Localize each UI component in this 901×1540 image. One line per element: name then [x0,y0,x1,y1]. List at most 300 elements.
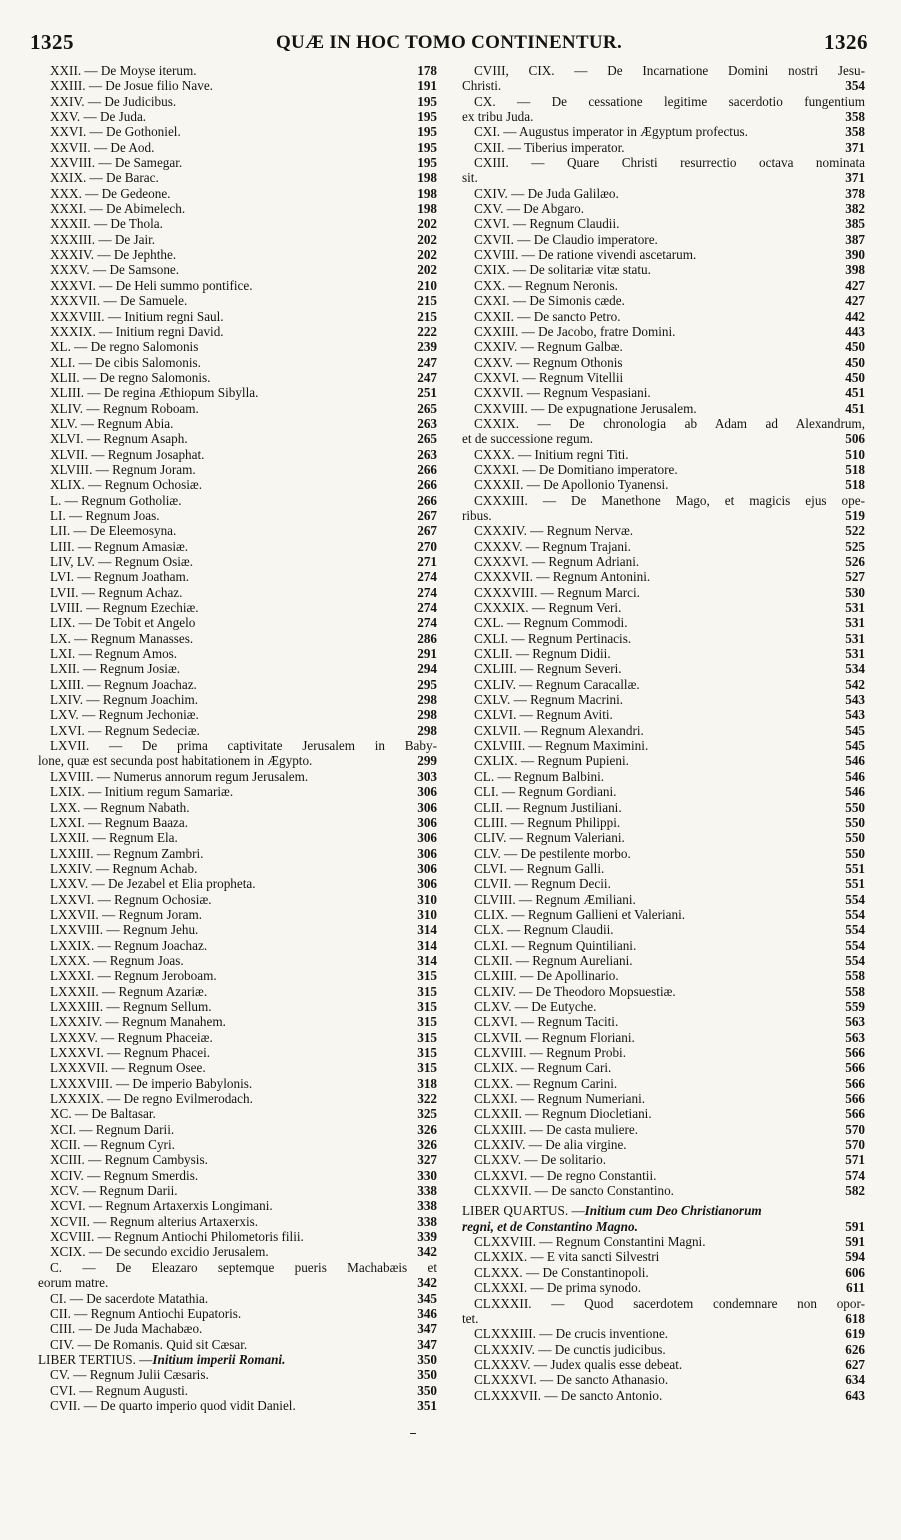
entry-page-number: 510 [845,446,865,462]
entry-title: CLXXIX. — E vita sancti Silvestri [474,1249,660,1265]
toc-entry [462,723,865,738]
entry-page-number: 563 [845,1014,865,1030]
book-heading-subtitle: regni, et de Constantino Magno. [462,1218,638,1234]
toc-entry [462,124,865,139]
entry-title: CXLVI. — Regnum Aviti. [474,707,613,723]
toc-entry [38,78,437,93]
entry-page-number: 265 [417,431,437,447]
entry-page-number: 314 [417,922,437,938]
entry-page-number: 251 [417,385,437,401]
entry-title: XXX. — De Gedeone. [50,185,171,201]
toc-entry [38,600,437,615]
toc-entry [38,569,437,584]
entry-title: CLI. — Regnum Gordiani. [474,784,617,800]
entry-page-number: 546 [845,768,865,784]
entry-title: CLXV. — De Eutyche. [474,998,597,1014]
footer-mark [410,1433,416,1434]
book-heading-label: LIBER QUARTUS. — [462,1203,585,1219]
toc-entry [38,1398,437,1413]
entry-page-number: 347 [417,1321,437,1337]
entry-page-number: 522 [845,523,865,539]
entry-page-number: 342 [417,1275,437,1291]
toc-entry [462,646,865,661]
entry-title: XXXIV. — De Jephthe. [50,247,177,263]
entry-title: XCIX. — De secundo excidio Jerusalem. [50,1244,269,1260]
entry-title: LXXVIII. — Regnum Jehu. [50,922,199,938]
toc-entry [462,1388,865,1403]
toc-entry [38,262,437,277]
entry-page-number: 198 [417,185,437,201]
entry-title: CXI. — Augustus imperator in Ægyptum profectus. [474,124,748,140]
entry-title: CLX. — Regnum Claudii. [474,922,614,938]
toc-entry [38,278,437,293]
entry-last-line [462,170,865,185]
entry-page-number: 298 [417,707,437,723]
toc-entry [462,324,865,339]
entry-title: LXIV. — Regnum Joachim. [50,692,199,708]
toc-column-left [38,63,437,1413]
toc-entry [462,922,865,937]
entry-title: XCV. — Regnum Darii. [50,1183,178,1199]
entry-title: LXXII. — Regnum Ela. [50,830,178,846]
entry-title: CXIX. — De solitariæ vitæ statu. [474,262,651,278]
entry-title: XL. — De regno Salomonis [50,339,199,355]
toc-entry [462,94,865,125]
entry-page-number: 451 [845,400,865,416]
entry-page-number: 247 [417,369,437,385]
entry-page-number: 315 [417,968,437,984]
entry-page-number: 315 [417,1029,437,1045]
book-heading-subtitle: Initium cum Deo Christianorum [584,1203,762,1219]
entry-page-number: 350 [417,1382,437,1398]
toc-entry [38,1229,437,1244]
toc-entry [38,1260,437,1291]
entry-title: CXVIII. — De ratione vivendi ascetarum. [474,247,697,263]
entry-page-number: 559 [845,998,865,1014]
toc-entry [38,1030,437,1045]
entry-page-number: 545 [845,738,865,754]
toc-entry [38,554,437,569]
entry-title: CLVIII. — Regnum Æmiliani. [474,891,636,907]
toc-entry [462,1168,865,1183]
toc-entry [38,170,437,185]
book-heading-subtitle: Initium imperii Romani. [152,1351,286,1367]
toc-entry [462,585,865,600]
toc-entry [38,631,437,646]
entry-page-number: 358 [845,124,865,140]
entry-page-number: 594 [845,1249,865,1265]
entry-page-number: 198 [417,201,437,217]
entry-title: XXIX. — De Barac. [50,170,159,186]
toc-entry [462,523,865,538]
toc-entry [38,1367,437,1382]
toc-entry [462,1091,865,1106]
toc-entry [462,416,865,447]
entry-page-number: 295 [417,676,437,692]
toc-entry [462,861,865,876]
entry-title: LXVIII. — Numerus annorum regum Jerusalem. [50,768,309,784]
entry-title: LXIII. — Regnum Joachaz. [50,676,197,692]
entry-title: XCIII. — Regnum Cambysis. [50,1152,208,1168]
entry-title: XCIV. — Regnum Smerdis. [50,1167,199,1183]
entry-title: XLV. — Regnum Abia. [50,415,174,431]
toc-entry [38,1060,437,1075]
entry-page-number: 299 [417,753,437,769]
entry-page-number: 582 [845,1183,865,1199]
entry-page-number: 266 [417,492,437,508]
entry-page-number: 551 [845,876,865,892]
toc-entry [38,646,437,661]
toc-entry [38,447,437,462]
entry-page-number: 398 [845,262,865,278]
entry-page-number: 267 [417,523,437,539]
entry-title: XXXVII. — De Samuele. [50,293,188,309]
entry-title: CXLI. — Regnum Pertinacis. [474,630,632,646]
toc-entry [462,615,865,630]
toc-entry [462,262,865,277]
entry-page-number: 263 [417,415,437,431]
entry-page-number: 274 [417,569,437,585]
toc-entry [38,416,437,431]
entry-page-number: 626 [845,1341,865,1357]
toc-entry [462,447,865,462]
entry-title: CXXIV. — Regnum Galbæ. [474,339,623,355]
entry-title: CXIV. — De Juda Galilæo. [474,185,619,201]
toc-entry [38,94,437,109]
toc-entry [38,953,437,968]
entry-title: XXVII. — De Aod. [50,139,155,155]
entry-title: CXXI. — De Simonis cæde. [474,293,625,309]
toc-entry [462,569,865,584]
toc-entry [38,585,437,600]
entry-title: CLII. — Regnum Justiliani. [474,799,622,815]
toc-entry [462,1296,865,1327]
entry-title: CLXVI. — Regnum Taciti. [474,1014,619,1030]
toc-entry [462,355,865,370]
entry-title: CIV. — De Romanis. Quid sit Cæsar. [50,1336,248,1352]
entry-title: CXXXVI. — Regnum Adriani. [474,554,640,569]
entry-page-number: 318 [417,1075,437,1091]
toc-entry [462,201,865,216]
entry-page-number: 314 [417,937,437,953]
toc-entry [38,1152,437,1167]
entry-page-number: 306 [417,784,437,800]
entry-page-number: 222 [417,323,437,339]
entry-title: CXVI. — Regnum Claudii. [474,216,620,232]
entry-page-number: 527 [845,569,865,585]
entry-page-number: 315 [417,1014,437,1030]
entry-page-number: 342 [417,1244,437,1260]
entry-title: CLXIX. — Regnum Cari. [474,1060,612,1076]
running-title: QUÆ IN HOC TOMO CONTINENTUR. [275,32,623,53]
toc-entry [462,1106,865,1121]
entry-title: CXLIX. — Regnum Pupieni. [474,753,629,769]
entry-title: CXLIII. — Regnum Severi. [474,661,622,677]
entry-title: LI. — Regnum Joas. [50,507,160,523]
toc-entry [462,1137,865,1152]
entry-page-number: 351 [417,1397,437,1413]
entry-title: CXLIV. — Regnum Caracallæ. [474,676,640,692]
entry-page-number: 385 [845,216,865,232]
toc-entry [38,984,437,999]
entry-page-number: 306 [417,876,437,892]
toc-entry [462,155,865,186]
entry-page-number: 563 [845,1029,865,1045]
entry-page-number: 543 [845,692,865,708]
entry-page-number: 315 [417,998,437,1014]
entry-last-line [38,1275,437,1290]
entry-page-number: 566 [845,1060,865,1076]
entry-page-number: 534 [845,661,865,677]
toc-column-right [462,63,865,1403]
entry-page-number: 266 [417,477,437,493]
entry-page-number: 202 [417,262,437,278]
entry-title-line: ex tribu Juda. [462,109,534,125]
book-heading-entry [38,1352,437,1367]
entry-page-number: 315 [417,1045,437,1060]
entry-title: LXXXIII. — Regnum Sellum. [50,998,212,1014]
entry-page-number: 566 [845,1106,865,1122]
entry-page-number: 550 [845,845,865,861]
entry-title: LXIX. — Initium regum Samariæ. [50,784,234,800]
entry-title: XXV. — De Juda. [50,109,147,125]
toc-entry [462,953,865,968]
entry-title: CXII. — Tiberius imperator. [474,139,625,155]
toc-entry [462,1060,865,1075]
toc-entry [38,830,437,845]
entry-title: LXXXIX. — De regno Evilmerodach. [50,1091,253,1107]
entry-page-number: 543 [845,707,865,723]
entry-title: XCVII. — Regnum alterius Artaxerxis. [50,1213,259,1229]
toc-entry [462,1342,865,1357]
toc-entry [38,1183,437,1198]
entry-title: CLXVII. — Regnum Floriani. [474,1029,635,1045]
toc-entry [462,293,865,308]
entry-page-number: 382 [845,201,865,217]
entry-title-line: Christi. [462,78,502,94]
toc-entry [38,800,437,815]
toc-entry [38,124,437,139]
entry-page-number: 347 [417,1336,437,1352]
entry-title-line: CXXXIII. — De Manethone Mago, et magicis ejus ope- [474,492,865,508]
entry-page-number: 338 [417,1198,437,1214]
entry-title: XLII. — De regno Salomonis. [50,369,211,385]
entry-title: XCI. — Regnum Darii. [50,1121,175,1137]
entry-title: LXXXI. — Regnum Jeroboam. [50,968,217,984]
entry-page-number: 306 [417,845,437,861]
toc-entry [38,508,437,523]
toc-entry [38,493,437,508]
toc-entry [38,1106,437,1121]
entry-title: XCVI. — Regnum Artaxerxis Longimani. [50,1198,273,1214]
entry-title: XCVIII. — Regnum Antiochi Philometoris filii. [50,1229,304,1245]
entry-title: XXXIII. — De Jair. [50,231,156,247]
toc-entry [462,554,865,569]
entry-page-number: 546 [845,753,865,769]
toc-entry [462,1234,865,1249]
entry-title: CLXXVIII. — Regnum Constantini Magni. [474,1234,706,1250]
entry-page-number: 591 [845,1218,865,1234]
entry-title: CXXIII. — De Jacobo, fratre Domini. [474,323,676,339]
entry-title-line: CLXXXII. — Quod sacerdotem condemnare non opor- [474,1295,865,1311]
entry-page-number: 195 [417,93,437,109]
entry-page-number: 306 [417,799,437,815]
entry-title: CLVI. — Regnum Galli. [474,860,605,876]
entry-page-number: 354 [845,78,865,94]
entry-page-number: 350 [417,1351,437,1367]
entry-title: CVII. — De quarto imperio quod vidit Daniel. [50,1397,296,1413]
entry-title: XXXV. — De Samsone. [50,262,180,278]
entry-title: XLI. — De cibis Salomonis. [50,354,201,370]
toc-entry [462,677,865,692]
entry-title: LXXXV. — Regnum Phaceiæ. [50,1029,213,1045]
entry-title: CLXXXVI. — De sancto Athanasio. [474,1372,669,1388]
entry-title: CLXXV. — De solitario. [474,1152,606,1168]
entry-title: XXIV. — De Judicibus. [50,93,177,109]
toc-entry [462,477,865,492]
entry-title: LXXI. — Regnum Baaza. [50,814,189,830]
entry-title: CXLII. — Regnum Didii. [474,646,611,662]
entry-title: XXXIX. — Initium regni David. [50,323,224,339]
entry-title: XXXI. — De Abimelech. [50,201,186,217]
entry-page-number: 294 [417,661,437,677]
entry-page-number: 195 [417,109,437,125]
entry-title: CXXX. — Initium regni Titi. [474,446,629,462]
entry-page-number: 531 [845,600,865,616]
entry-page-number: 591 [845,1234,865,1250]
entry-page-number: 627 [845,1356,865,1372]
entry-page-number: 451 [845,385,865,401]
toc-entry [462,1280,865,1295]
entry-title-line: LXVII. — De prima captivitate Jerusalem in Baby- [50,738,437,754]
toc-entry [38,401,437,416]
entry-page-number: 338 [417,1183,437,1199]
entry-page-number: 202 [417,216,437,232]
toc-entry [462,63,865,94]
entry-title: CLXXXIII. — De crucis inventione. [474,1326,669,1342]
entry-page-number: 566 [845,1091,865,1107]
toc-entry [38,738,437,769]
entry-title: CXXXV. — Regnum Trajani. [474,538,631,554]
toc-entry [38,309,437,324]
entry-title: XLIII. — De regina Æthiopum Sibylla. [50,385,259,401]
toc-entry [462,1183,865,1198]
toc-entry [38,539,437,554]
entry-page-number: 518 [845,477,865,493]
toc-entry [462,876,865,891]
toc-entry [38,109,437,124]
entry-title: CLXXXVII. — De sancto Antonio. [474,1387,663,1403]
entry-title: LXXVII. — Regnum Joram. [50,906,202,922]
entry-title: LII. — De Eleemosyna. [50,523,177,539]
entry-page-number: 571 [845,1152,865,1168]
entry-page-number: 210 [417,277,437,293]
toc-entry [462,339,865,354]
entry-page-number: 326 [417,1137,437,1153]
entry-page-number: 274 [417,584,437,600]
toc-entry [462,186,865,201]
entry-page-number: 327 [417,1152,437,1168]
entry-title: CLXXX. — De Constantinopoli. [474,1264,649,1280]
entry-title: XXXVIII. — Initium regni Saul. [50,308,224,324]
entry-title: CLXXIII. — De casta muliere. [474,1121,639,1137]
entry-title-line: tet. [462,1310,479,1326]
entry-title: LXII. — Regnum Josiæ. [50,661,181,677]
entry-page-number: 195 [417,139,437,155]
entry-title: XXXVI. — De Heli summo pontifice. [50,277,253,293]
toc-entry [462,769,865,784]
entry-page-number: 450 [845,369,865,385]
entry-page-number: 643 [845,1387,865,1403]
entry-page-number: 450 [845,354,865,370]
entry-title: CLXIV. — De Theodoro Mopsuestiæ. [474,983,676,999]
entry-page-number: 558 [845,968,865,984]
toc-entry [462,1152,865,1167]
book-heading-label: LIBER TERTIUS. — [38,1351,153,1367]
toc-entry [462,278,865,293]
entry-page-number: 358 [845,109,865,125]
entry-title: LVI. — Regnum Joatham. [50,569,190,585]
toc-entry [38,1091,437,1106]
entry-page-number: 506 [845,431,865,447]
entry-page-number: 554 [845,922,865,938]
entry-page-number: 202 [417,247,437,263]
entry-page-number: 550 [845,799,865,815]
toc-entry [462,600,865,615]
toc-entry [38,784,437,799]
entry-title: L. — Regnum Gotholiæ. [50,492,182,508]
toc-entry [38,968,437,983]
entry-page-number: 178 [417,63,437,78]
toc-entry [38,815,437,830]
toc-entry [38,769,437,784]
toc-entry [462,309,865,324]
toc-entry [38,431,437,446]
toc-entry [462,938,865,953]
entry-title-line: CXIII. — Quare Christi resurrectio octava nominata [474,155,865,171]
entry-page-number: 298 [417,692,437,708]
entry-page-number: 286 [417,630,437,646]
toc-entry [462,984,865,999]
toc-entry [38,63,437,78]
entry-page-number: 611 [845,1280,865,1296]
toc-entry [38,907,437,922]
toc-entry [462,1265,865,1280]
toc-entry [38,892,437,907]
entry-title: CXXXIX. — Regnum Veri. [474,600,622,616]
entry-page-number: 350 [417,1367,437,1383]
entry-title: CXXXII. — De Apollonio Tyanensi. [474,477,669,493]
toc-entry [38,477,437,492]
toc-entry [38,523,437,538]
entry-title-line: CXXIX. — De chronologia ab Adam ad Alexandrum, [474,415,865,431]
entry-title: XXIII. — De Josue filio Nave. [50,78,213,94]
toc-entry [38,1168,437,1183]
toc-entry [462,753,865,768]
entry-title: CI. — De sacerdote Matathia. [50,1290,209,1306]
entry-title: LXXXII. — Regnum Azariæ. [50,983,208,999]
entry-title-line: CVIII, CIX. — De Incarnatione Domini nostri Jesu- [474,63,865,78]
entry-page-number: 531 [845,615,865,631]
entry-title: CLVII. — Regnum Decii. [474,876,611,892]
entry-title: CXXII. — De sancto Petro. [474,308,621,324]
entry-page-number: 554 [845,952,865,968]
toc-entry [38,999,437,1014]
heading-line [38,1352,437,1367]
entry-page-number: 530 [845,584,865,600]
toc-entry [462,493,865,524]
entry-title: LIII. — Regnum Amasiæ. [50,538,189,554]
